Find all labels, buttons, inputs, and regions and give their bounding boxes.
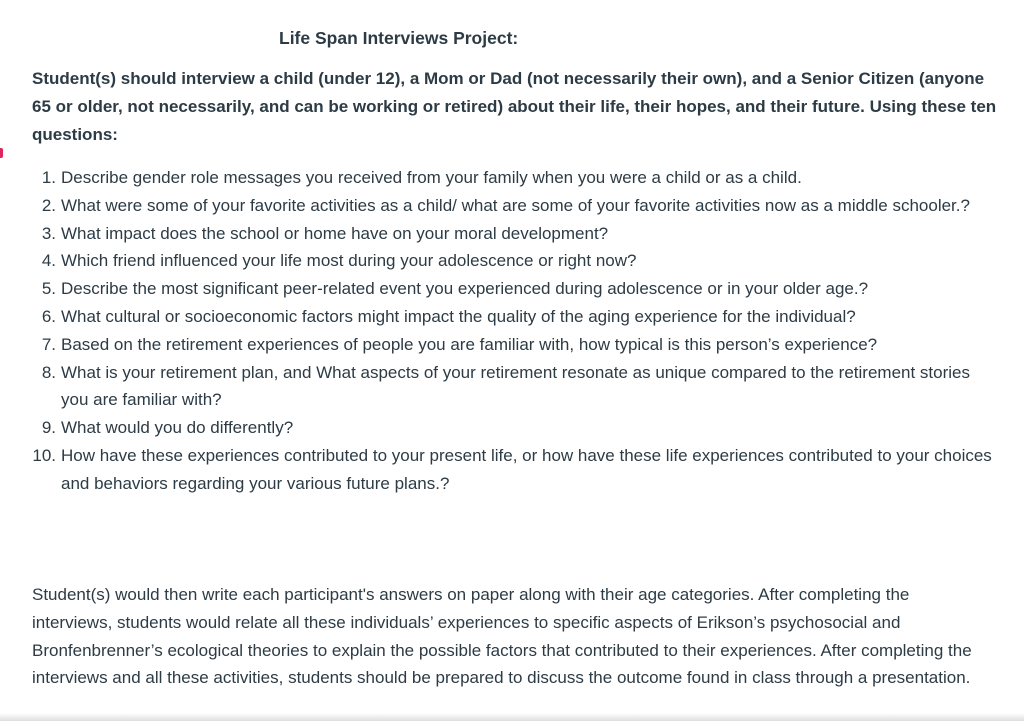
list-number: 6. xyxy=(41,306,56,326)
question-text: How have these experiences contributed to your present life, or how have these life experiences contributed to your choices and behaviors regarding your various future plans.? xyxy=(61,445,992,493)
list-number: 4. xyxy=(41,251,56,271)
list-number: 10. xyxy=(32,445,56,465)
edge-marker xyxy=(0,148,3,158)
question-text: What is your retirement plan, and What aspects of your retirement resonate as unique compared to the retirement stories you are familiar with? xyxy=(61,362,970,410)
list-item xyxy=(32,359,1002,415)
list-item xyxy=(32,303,1002,331)
question-list xyxy=(32,164,1002,498)
bottom-fade xyxy=(0,713,1024,721)
question-text: What would you do differently? xyxy=(61,418,294,438)
list-number: 1. xyxy=(41,168,56,187)
list-item xyxy=(32,192,1002,220)
list-number: 3. xyxy=(41,223,56,243)
outro-paragraph: Student(s) would then write each participant's answers on paper along with their age categories. After completing the interviews, students would relate all these individuals’ experiences to specific aspects of Erikson’s psychosocial and Bronfenbrenner’s ecological theories to explain the possible factors that contributed to their experiences. After completing the interviews and all these activities, students should be prepared to discuss the outcome found in class through a presentation. xyxy=(32,585,972,688)
list-number: 8. xyxy=(41,362,56,382)
list-item xyxy=(32,442,1002,498)
intro-paragraph: Student(s) should interview a child (under 12), a Mom or Dad (not necessarily their own), and a Senior Citizen (anyone 65 or older, not necessarily, and can be working or retired) about their life, their hopes, and their future. Using these ten questions: xyxy=(32,69,997,144)
list-item xyxy=(32,247,1002,275)
list-item xyxy=(32,164,1002,192)
list-item xyxy=(32,331,1002,359)
question-text: What impact does the school or home have on your moral development? xyxy=(61,223,609,243)
page-title: Life Span Interviews Project: xyxy=(279,28,519,48)
question-text: Based on the retirement experiences of people you are familiar with, how typical is this person’s experience? xyxy=(61,334,878,354)
list-item xyxy=(32,220,1002,248)
list-item xyxy=(32,275,1002,303)
list-number: 7. xyxy=(41,334,56,354)
list-number: 9. xyxy=(41,418,56,438)
list-number: 5. xyxy=(41,279,56,299)
list-item xyxy=(32,414,1002,442)
list-number: 2. xyxy=(41,195,56,215)
question-text: What cultural or socioeconomic factors might impact the quality of the aging experience for the individual? xyxy=(61,306,856,326)
question-text: What were some of your favorite activities as a child/ what are some of your favorite activities now as a middle schooler.? xyxy=(61,195,970,215)
question-text: Which friend influenced your life most during your adolescence or right now? xyxy=(61,251,637,271)
question-text: Describe the most significant peer-related event you experienced during adolescence or in your older age.? xyxy=(61,279,869,299)
question-text: Describe gender role messages you received from your family when you were a child or as a child. xyxy=(61,168,802,187)
